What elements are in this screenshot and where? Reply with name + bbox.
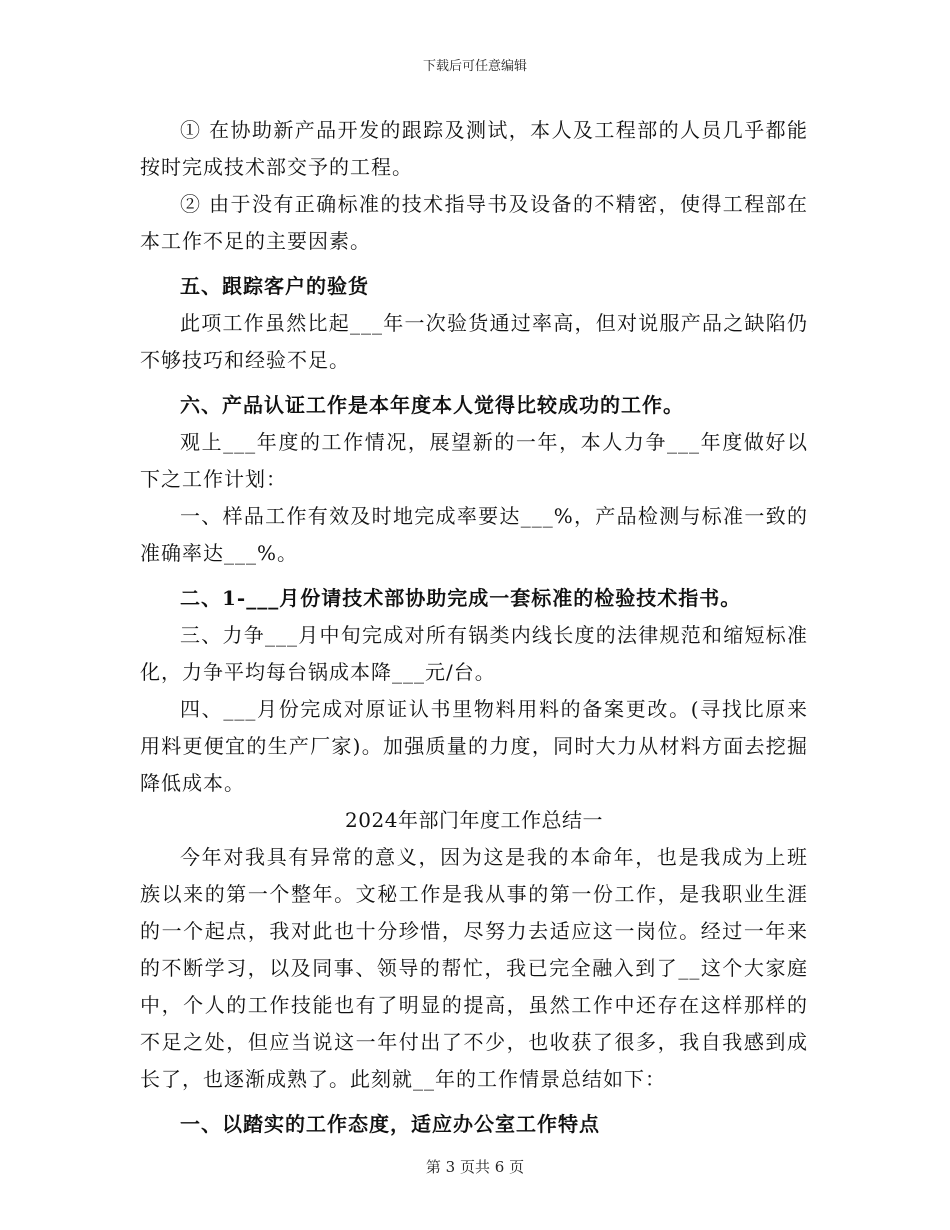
paragraph-2: ② 由于没有正确标准的技术指导书及设备的不精密，使得工程部在本工作不足的主要因素。 — [140, 192, 808, 253]
page-footer: 第 3 页共 6 页 — [425, 1158, 525, 1176]
section-heading-1: 一、以踏实的工作态度，适应办公室工作特点 — [180, 1112, 600, 1136]
document-title: 2024年部门年度工作总结一 — [345, 808, 603, 832]
paragraph-3: 此项工作虽然比起___年一次验货通过率高，但对说服产品之缺陷仍不够技巧和经验不足。 — [140, 311, 808, 372]
page-header: 下载后可任意编辑 — [422, 59, 527, 74]
section-heading-6: 六、产品认证工作是本年度本人觉得比较成功的工作。 — [180, 393, 684, 417]
section-heading-5: 五、跟踪客户的验货 — [180, 274, 369, 298]
paragraph-5: 今年对我具有异常的意义，因为这是我的本命年，也是我成为上班族以来的第一个整年。文秘工作是我从事的第一份工作，是我职业生涯的一个起点，我对此也十分珍惜，尽努力去适应这一岗位。经过一年来的不断学习，以及同事、领导的帮忙，我已完全融入到了__这个大家庭中，个人的工作技能也有了明显的提高，虽然工作中还存在这样那样的不足之处，但应当说这一年付出了不少，也收获了很多，我自我感到成长了，也逐渐成熟了。此刻就__年的工作情景总结如下： — [140, 845, 808, 1091]
paragraph-1: ① 在协助新产品开发的跟踪及测试，本人及工程部的人员几乎都能按时完成技术部交予的工程。 — [140, 118, 808, 179]
document-body — [140, 112, 808, 1143]
plan-item-3: 三、力争___月中旬完成对所有锅类内线长度的法律规范和缩短标准化，力争平均每台锅成本降___元/台。 — [140, 623, 808, 684]
plan-item-4: 四、___月份完成对原证认书里物料用料的备案更改。(寻找比原来用料更便宜的生产厂家)。加强质量的力度，同时大力从材料方面去挖掘降低成本。 — [140, 697, 808, 795]
plan-item-2: 二、1-___月份请技术部协助完成一套标准的检验技术指书。 — [180, 586, 742, 610]
paragraph-4: 观上___年度的工作情况，展望新的一年，本人力争___年度做好以下之工作计划： — [140, 430, 808, 491]
plan-item-1: 一、样品工作有效及时地完成率要达___%，产品检测与标准一致的准确率达___%。 — [140, 504, 808, 565]
